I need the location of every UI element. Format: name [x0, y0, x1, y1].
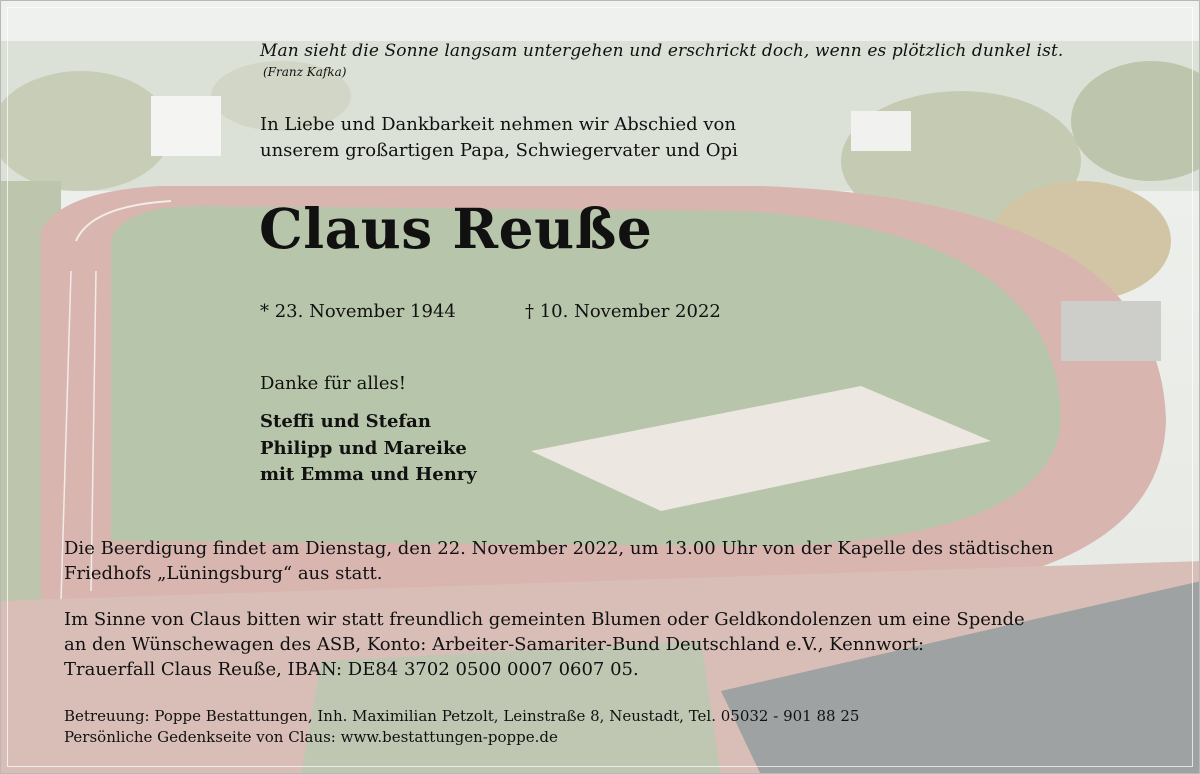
thanks-text: Danke für alles!	[260, 373, 406, 394]
quote-author: (Franz Kafka)	[263, 65, 347, 79]
deceased-name: Claus Reuße	[259, 196, 653, 261]
donation-line: Trauerfall Claus Reuße, IBAN: DE84 3702 0500 0007 0607 05.	[64, 659, 639, 680]
funeral-info	[64, 536, 1054, 586]
family-line: mit Emma und Henry	[260, 464, 477, 485]
family-line: Philipp und Mareike	[260, 437, 467, 459]
kafka-quote: Man sieht die Sonne langsam untergehen und erschrickt doch, wenn es plötzlich dunkel ist.	[260, 41, 1064, 61]
footer-line: Persönliche Gedenkseite von Claus: www.bestattungen-poppe.de	[64, 728, 558, 746]
life-dates	[260, 301, 721, 322]
family-signature	[260, 409, 477, 489]
intro-line: In Liebe und Dankbarkeit nehmen wir Abschied von	[260, 114, 736, 135]
donation-line: an den Wünschewagen des ASB, Konto: Arbeiter-Samariter-Bund Deutschland e.V., Kennwort:	[64, 634, 925, 655]
donation-info	[64, 607, 1025, 682]
intro-line: unserem großartigen Papa, Schwiegervater und Opi	[260, 140, 738, 161]
donation-line: Im Sinne von Claus bitten wir statt freundlich gemeinten Blumen oder Geldkondolenzen um eine Spende	[64, 609, 1025, 630]
funeral-line: Die Beerdigung findet am Dienstag, den 22. November 2022, um 13.00 Uhr von der Kapelle des städtischen	[64, 538, 1054, 559]
undertaker-footer	[64, 706, 859, 748]
family-line: Steffi und Stefan	[260, 411, 431, 432]
intro-text	[260, 112, 738, 164]
footer-line: Betreuung: Poppe Bestattungen, Inh. Maximilian Petzolt, Leinstraße 8, Neustadt, Tel. 05032 - 901 88 25	[64, 707, 860, 725]
death-date: † 10. November 2022	[525, 301, 721, 322]
birth-date: * 23. November 1944	[260, 301, 456, 322]
funeral-line: Friedhofs „Lüningsburg“ aus statt.	[64, 563, 383, 584]
